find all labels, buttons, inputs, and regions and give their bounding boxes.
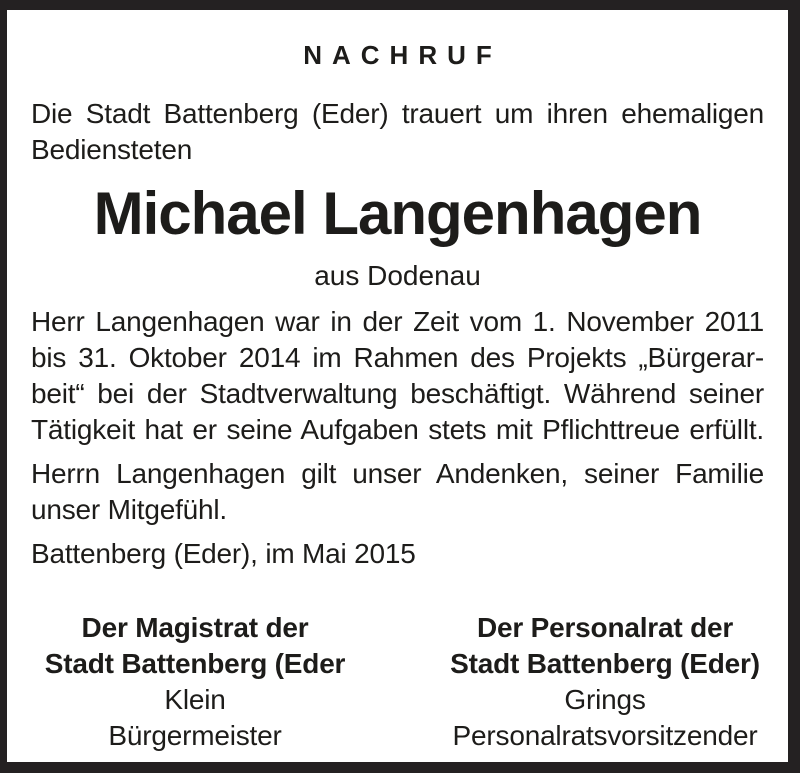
condolence-line: unser Mitgefühl. — [31, 494, 228, 525]
signature-org-line: Der Personalrat der — [476, 612, 734, 643]
signature-org-line: Stadt Battenberg (Eder — [44, 648, 346, 679]
service-line: bis 31. Oktober 2014 im Rahmen des Projekts „Bürgerar- — [31, 342, 764, 373]
service-line: Herr Langenhagen war in der Zeit vom 1. November 2011 — [31, 306, 764, 337]
signature-role: Bürgermeister — [108, 720, 282, 751]
service-paragraph — [31, 304, 764, 448]
condolence-paragraph — [31, 456, 764, 528]
deceased-origin: aus Dodenau — [314, 260, 481, 291]
condolence-line: Herrn Langenhagen gilt unser Andenken, seiner Familie — [31, 458, 764, 489]
intro-line: Bediensteten — [31, 134, 193, 165]
service-line: beit“ bei der Stadtverwaltung beschäftigt. Während seiner — [31, 378, 764, 409]
signature-org-line: Stadt Battenberg (Eder) — [450, 648, 760, 679]
signature-block — [15, 610, 775, 754]
deceased-name: Michael Langenhagen — [93, 180, 702, 247]
signature-org-line: Der Magistrat der — [81, 612, 309, 643]
signature-name: Klein — [164, 684, 226, 715]
service-line: Tätigkeit hat er seine Aufgaben stets mit Pflichttreue erfüllt. — [31, 414, 764, 445]
signature-role: Personalratsvorsitzender — [452, 720, 758, 751]
signature-name: Grings — [564, 684, 646, 715]
dateline: Battenberg (Eder), im Mai 2015 — [31, 538, 416, 569]
obituary-notice-page — [7, 10, 788, 762]
intro-paragraph — [31, 96, 764, 168]
notice-title: NACHRUF — [303, 40, 502, 70]
signature-magistrat — [15, 610, 375, 754]
signature-personalrat — [435, 610, 775, 754]
intro-line: Die Stadt Battenberg (Eder) trauert um ihren ehemaligen — [31, 98, 764, 129]
